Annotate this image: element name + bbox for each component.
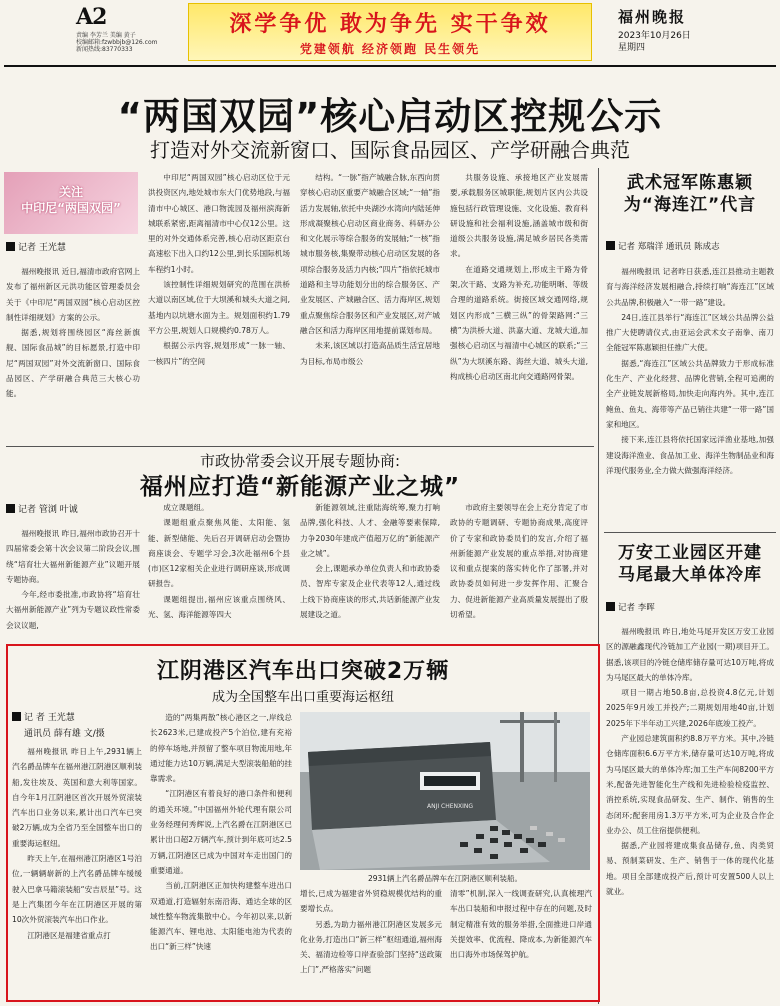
lead-column-1 (6, 264, 140, 434)
paragraph: 今年,经市委批准,市政协将“培育壮大福州新能源产业”列为专题议政性常委会议议题, (6, 590, 140, 630)
byline-text: 记者 管浏 叶诚 (18, 505, 78, 515)
paragraph: 市政府主要领导在会上充分肯定了市政协的专题调研、专题协商成果,高度评价了专家和政协委员们的发言,介绍了福州新能源产业发展的重点举措,对协商建议和重点提案的落实转化作了部署,并对政协委员如何进一步发挥作用、汇聚合力、促进新能源产业高质量发展提出了殷切希望。 (450, 503, 588, 620)
credit-line: 新闻热线:83770333 (76, 46, 133, 53)
headline-line: 武术冠军陈惠颖 (627, 173, 753, 193)
side-story-2-body (606, 624, 774, 1002)
byline-marker (6, 504, 15, 513)
paragraph: 该控制性详细规划研究的范围在洪桥大道以南区域,位于大坝溪和城头大道之间,基地内以坑塘水面为主。规划面积约1.79平方公里,规划人口规模约0.78万人。 (148, 280, 290, 335)
photo-caption: 2931辆上汽名爵品牌车在江阴港区顺利装船。 (367, 874, 523, 883)
paragraph: 福州晚报讯 昨日上午,2931辆上汽名爵品牌车在福州港江阴港区顺利装船,发往埃及、英国和意大利等国家。自今年1月江阴港区首次开展外贸滚装汽车出口业务以来,累计出口汽车已突破2万辆,成为全省乃至全国整车出口的重要海运枢纽。 (12, 747, 142, 848)
headline-line: 万安工业园区开建 (618, 543, 762, 563)
editor-credits (76, 32, 157, 53)
mid-byline (6, 502, 78, 515)
featured-column-1 (12, 744, 142, 1000)
mid-headline: 福州应打造“新能源产业之城” (139, 474, 461, 500)
paragraph: 根据公示内容,规划形成“一脉一轴、一核四片”的空间 (148, 341, 290, 366)
banner-subslogan: 党建领航 经济领跑 民生领先 (299, 42, 481, 56)
paragraph: 成立课题组。 (163, 503, 209, 512)
side-story-1-body (606, 264, 774, 560)
featured-column-4 (450, 886, 592, 1000)
side-story-1-byline (606, 240, 720, 252)
paragraph: “江阴港区有着良好的港口条件和便利的通关环境。”中国福州外轮代理有限公司业务经理何秀辉说,上汽名爵在江阴港区已累计出口超2万辆汽车,预计到年底可达2.5万辆,江阴港区已成为中国对车走出国门的重要通道。 (150, 789, 292, 875)
featured-byline-2: 通讯员 薛有雄 文/摄 (24, 729, 105, 739)
paragraph: 据悉,规划将围绕园区“海丝新旗舰、国际食品城”的目标愿景,打造中印尼“两国双园”对外交流新窗口、国际食品园区、产学研融合典范三大核心功能。 (6, 328, 140, 399)
mid-column-1 (6, 526, 140, 640)
paragraph: 福州晚报讯 昨日,福州市政协召开十四届常委会第十次会议第二阶段会议,围绕“培育壮大福州新能源产业”议题开展专题协商。 (6, 529, 140, 584)
paragraph: 项目一期占地50.8亩,总投资4.8亿元,计划2025年9月竣工并投产;二期规划用地40亩,计划2025年下半年动工兴建,2026年底竣工投产。 (606, 688, 774, 728)
mid-column-4 (450, 500, 588, 640)
paragraph: 会上,课题承办单位负责人和市政协委员、智库专家及企业代表等12人,通过线上线下协商座谈的形式,共话新能源产业发展建设之道。 (300, 564, 440, 620)
lead-column-2 (148, 170, 290, 440)
slogan-banner (188, 3, 592, 61)
paragraph: 昨天上午,在福州港江阴港区1号泊位,一辆辆崭新的上汽名爵品牌车缓缓驶入巴拿马籍滚装船“安吉辰星”号。这是上汽集团今年在江阴港区开展的第10次外贸滚装汽车出口作业。 (12, 854, 142, 925)
byline-marker (606, 241, 615, 250)
mid-column-2 (148, 500, 290, 640)
side-story-2-byline (606, 601, 655, 613)
paragraph: 未来,该区域以打造高品质生活宜居地为目标,布局市级公 (300, 341, 440, 366)
paragraph: 中印尼“两国双园”核心启动区位于元洪投资区内,地处城市东大门优势地段,与福清市中心城区、港口物流园及福州滨海新城联系紧密,距离福清市中心仅12公里。这里的对外交通体系完善,核心启动区距京台高速松下出入口约12公里,到长乐国际机场车程约1小时。 (148, 173, 290, 274)
section-divider (604, 532, 776, 533)
byline-text: 记者 王光慧 (18, 243, 66, 253)
masthead (0, 0, 780, 64)
banner-slogan: 深学争优 敢为争先 实干争效 (229, 12, 551, 37)
side-story-1-headline (604, 172, 776, 216)
newspaper-name: 福州晚报 (618, 8, 687, 26)
byline-marker (606, 602, 615, 611)
lead-headline: “两国双园”核心启动区控规公示 (117, 95, 663, 138)
paragraph: 当前,江阴港区正加快构建整车进出口双通道,打造辐射东南沿海、通达全球的区域性整车物流集散中心。今年初以来,以新能源汽车、锂电池、太阳能电池为代表的出口“新三样”快速 (150, 881, 292, 952)
paragraph: 在道路交通规划上,形成主干路为骨架,次干路、支路为补充,功能明晰、等级合理的道路系统。街接区域交通网络,规划区内形成“三横三纵”的骨架路网:“三横”为洪桥大道、洪嘉大道、龙城大道,加强核心启动区与福清中心城区的联系;“三纵”为大坝溪东路、海丝大道、城头大道,构成核心启动区南北向交通路网骨架。 (450, 264, 588, 381)
paragraph: 产业园总建筑面积约8.8万平方米。其中,冷链仓储库面积6.6万平方米,储存量可达10万吨,将成为马尾区最大的单体冷库;加工生产车间8200平方米,配备先进智能化生产线和先进检验检疫监控、消控系统,实现食品研发、生产、制作、销售的生态闭环;配套用房1.3万平方米,可为企业及合作企业办公、员工住宿提供便利。 (606, 734, 774, 835)
masthead-rule (4, 65, 776, 67)
featured-column-3 (300, 886, 442, 1000)
paragraph: 清零”机制,深入一线调查研究,认真梳理汽车出口装船和申报过程中存在的问题,及时制定精准有效的服务举措,全面推进口岸通关提效率、优流程、降成本,为新能源汽车出口海外市场保驾护航。 (450, 889, 592, 960)
paragraph: 共服务设施、承接地区产业发展需要,承载服务区城职能,规划片区内公共设施包括行政管理设施、文化设施、教育科研设施和社会福利设施,涵盖城市级和街道级公共服务设施,满足城乡居民各类需求。 (450, 173, 588, 259)
tag-line: 关注 (58, 185, 83, 199)
byline-text: 记者 郑瑞洋 通讯员 陈成志 (618, 242, 720, 252)
paragraph: 福州晚报讯 近日,福清市政府官网上发布了福州新区元洪功能区管理委员会关于《中印尼“两国双园”核心启动区控制性详细规划》方案的公示。 (6, 267, 140, 322)
paragraph: 据悉,产业园将建成集食品储存,鱼、肉类贸易、预制菜研发、生产、销售于一体的现代化基地。项目全部建成投产后,预计可安置500人以上就业。 (606, 841, 774, 897)
paragraph: 据悉,“海连江”区域公共品牌致力于形成标准化生产、产业化经营、品牌化营销,全程可追溯的全产业链发展新格局,加快走向海内外。其中,连江鲍鱼、鱼丸、海带等产品已销往共建“一带一路”国家和地区。 (606, 358, 774, 429)
car-carrier-ship-illustration (300, 712, 590, 870)
paragraph: 课题组提出,福州应该重点围绕风、光、氢、海洋能源等四大 (148, 594, 290, 620)
featured-subheadline: 成为全国整车出口重要海运枢纽 (211, 690, 394, 705)
credit-line: 校编邮箱:fzwbbjb@126.com (76, 39, 158, 46)
lead-subheadline: 打造对外交流新窗口、国际食品园区、产学研融合典范 (150, 138, 630, 162)
side-story-2-headline (604, 542, 776, 586)
paragraph: 接下来,连江县将依托国家远洋渔业基地,加强建设海洋渔业、食品加工业、海洋生物制品业和海洋现代服务业,全力做大做强海洋经济。 (606, 435, 774, 475)
paragraph: 另悉,为助力福州港江阴港区发展多元化业务,打造出口“新三样”枢纽通道,福州海关、福清边检等口岸查验部门坚持“送政策上门”,严格落实“问题 (300, 919, 442, 975)
ship-name-text: ANJI CHENXING (426, 803, 474, 810)
tag-line: 中印尼“两国双园” (21, 201, 121, 215)
credit-line: 责编 李芳兰 美编 黄子 (76, 32, 136, 39)
page-number: A2 (76, 4, 107, 30)
lead-byline (6, 240, 66, 253)
byline-text: 记者 李晖 (618, 603, 655, 613)
paragraph: 课题组重点聚焦风能、太阳能、氢能、新型储能、先后召开调研启动会暨协商座谈会、专题学习会,3次赴福州6个县(市)区12家相关企业进行调研座谈,形成调研报告。 (148, 518, 290, 589)
weekday-text: 星期四 (618, 43, 646, 53)
lead-column-3 (300, 170, 440, 440)
issue-date (618, 30, 691, 54)
byline-marker (12, 712, 21, 721)
featured-byline (12, 710, 75, 723)
lead-column-4 (450, 170, 588, 440)
byline-text: 记 者 王光慧 (24, 713, 75, 723)
section-divider (6, 446, 594, 447)
paragraph: 增长,已成为福建省外贸稳规模优结构的重要增长点。 (300, 889, 442, 914)
paragraph: 结构。“一脉”指产城融合脉,东西向贯穿核心启动区重要产城融合区域;“一轴”指活力发展轴,依托中央湖沙水湾向内陆延伸形成凝聚核心启动区商业商务、科研办公和文化展示等综合服务的发展轴;“一核”指城市服务核,集聚带动核心启动区发展的各项综合服务及活力内核;“四片”指依托城市道路和主导功能划分出的综合服务区、产业发展区、产城融合区、活力海岸区,规划重点聚焦综合服务区和产业发展区,对产城融合区和活力海岸区用地提前谋划布局。 (300, 173, 440, 335)
featured-headline: 江阴港区汽车出口突破2万辆 (156, 659, 450, 684)
date-text: 2023年10月26日 (618, 31, 691, 41)
paragraph: 江阴港区是福建省重点打 (27, 930, 111, 940)
topic-tag (4, 172, 138, 234)
paragraph: 新能源领域,注重陆海统筹,聚力打响品牌,强化科技、人才、金融等要素保障,力争2030年建成产值超万亿的“新能源产业之城”。 (300, 503, 440, 558)
port-photo (300, 712, 590, 870)
headline-line: 为“海连江”代言 (623, 195, 757, 215)
paragraph: 造的“两集两散”核心港区之一,岸线总长2623米,已建成投产5个泊位,建有充裕的停车场地,并预留了整车项目物流用地,年通过能力达10万辆,满足大型滚装船舶的挂靠需求。 (150, 713, 292, 784)
mid-column-3 (300, 500, 440, 640)
featured-column-2 (150, 710, 292, 1000)
headline-line: 马尾最大单体冷库 (618, 565, 762, 585)
byline-marker (6, 242, 15, 251)
paragraph: 24日,连江县举行“海连江”区域公共品牌公益推广大使聘请仪式,由亚运会武术女子南拳、南刀全能冠军陈惠颖担任推广大使。 (606, 312, 774, 353)
mid-kicker: 市政协常委会议开展专题协商: (199, 452, 401, 470)
paragraph: 福州晚报讯 昨日,地处马尾开发区万安工业园区的源融鑫现代冷链加工产业园(一期)项目开工。据悉,该项目的冷链仓储库储存量可达10万吨,将成为马尾区最大的单体冷库。 (606, 627, 774, 682)
paragraph: 福州晚报讯 记者昨日获悉,连江县推动主题教育与海洋经济发展相融合,持续打响“海连江”区域公共品牌,积极融入“一带一路”建设。 (606, 267, 774, 307)
